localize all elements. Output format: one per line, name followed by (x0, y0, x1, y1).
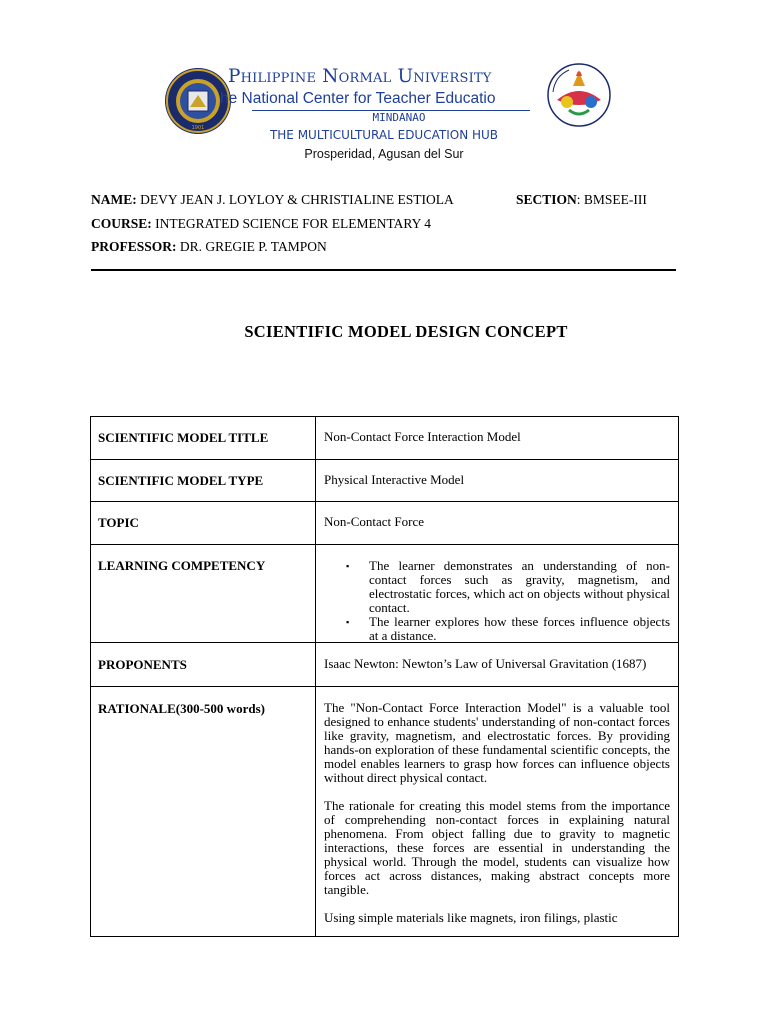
row-label: LEARNING COMPETENCY (91, 545, 316, 642)
table-row (91, 502, 678, 545)
row-label: RATIONALE(300-500 words) (91, 687, 316, 937)
bullet-icon: ▪ (346, 617, 350, 627)
university-name: Philippine Normal University (228, 66, 492, 87)
professor-value: DR. GREGIE P. TAMPON (176, 239, 327, 254)
table-row (91, 687, 678, 937)
row-value (316, 545, 678, 642)
row-value: Non-Contact Force Interaction Model (324, 429, 521, 444)
course-label: COURSE: (91, 216, 152, 231)
svg-text:1901: 1901 (191, 125, 205, 131)
model-concept-table (90, 416, 679, 937)
table-row (91, 417, 678, 460)
competency-text: The learner demonstrates an understanding of non-contact forces such as gravity, magnetism, and electrostatic forces, which act on objects without physical contact. (369, 558, 670, 615)
rationale-paragraph: Using simple materials like magnets, iron filings, plastic (324, 910, 618, 925)
list-item (324, 559, 670, 615)
course-line (91, 216, 431, 232)
professor-line (91, 239, 327, 255)
course-value: INTEGRATED SCIENCE FOR ELEMENTARY 4 (151, 216, 432, 231)
section-value: : BMSEE-III (576, 192, 647, 207)
competency-list (324, 559, 670, 643)
row-value: Physical Interactive Model (324, 472, 465, 487)
row-value (316, 687, 678, 937)
table-row (91, 643, 678, 687)
name-value: DEVY JEAN J. LOYLOY & CHRISTIALINE ESTIOLA (136, 192, 454, 207)
document-title: SCIENTIFIC MODEL DESIGN CONCEPT (244, 322, 568, 341)
campus-name: MINDANAO (372, 111, 426, 124)
student-name-line (91, 192, 454, 208)
list-item (324, 615, 670, 643)
bullet-icon: ▪ (346, 561, 350, 571)
professor-label: PROFESSOR: (91, 239, 177, 254)
university-tagline: he National Center for Teacher Educatio (220, 90, 496, 107)
header-divider (91, 269, 676, 271)
table-row (91, 545, 678, 643)
pnu-mindanao-seal-logo (539, 62, 619, 128)
row-label: SCIENTIFIC MODEL TYPE (91, 460, 316, 501)
competency-text: The learner explores how these forces influence objects at a distance. (369, 614, 670, 643)
campus-location: Prosperidad, Agusan del Sur (304, 147, 464, 161)
table-row (91, 460, 678, 502)
rationale-paragraph: The rationale for creating this model stems from the importance of comprehending non-contact forces in explaining natural phenomena. From object falling due to gravity to magnetic interactions, these forces are essential in understanding the physical world. Through the model, students can visualize how forces act across distances, making abstract concepts more tangible. (324, 798, 670, 897)
rationale-paragraph: The "Non-Contact Force Interaction Model" is a valuable tool designed to enhance students' understanding of non-contact forces like gravity, magnetism, and electrostatic forces. By providing hands-on exploration of these fundamental scientific concepts, the model enables learners to grasp how forces can influence objects without direct physical contact. (324, 700, 670, 785)
row-label: TOPIC (91, 502, 316, 544)
row-label: PROPONENTS (91, 643, 316, 686)
section-line (516, 192, 647, 208)
row-value: Non-Contact Force (324, 514, 425, 529)
section-label: SECTION (516, 192, 577, 207)
name-label: NAME: (91, 192, 137, 207)
row-label: SCIENTIFIC MODEL TITLE (91, 417, 316, 459)
campus-hub-title: THE MULTICULTURAL EDUCATION HUB (269, 128, 499, 142)
row-value: Isaac Newton: Newton’s Law of Universal Gravitation (1687) (324, 656, 647, 671)
